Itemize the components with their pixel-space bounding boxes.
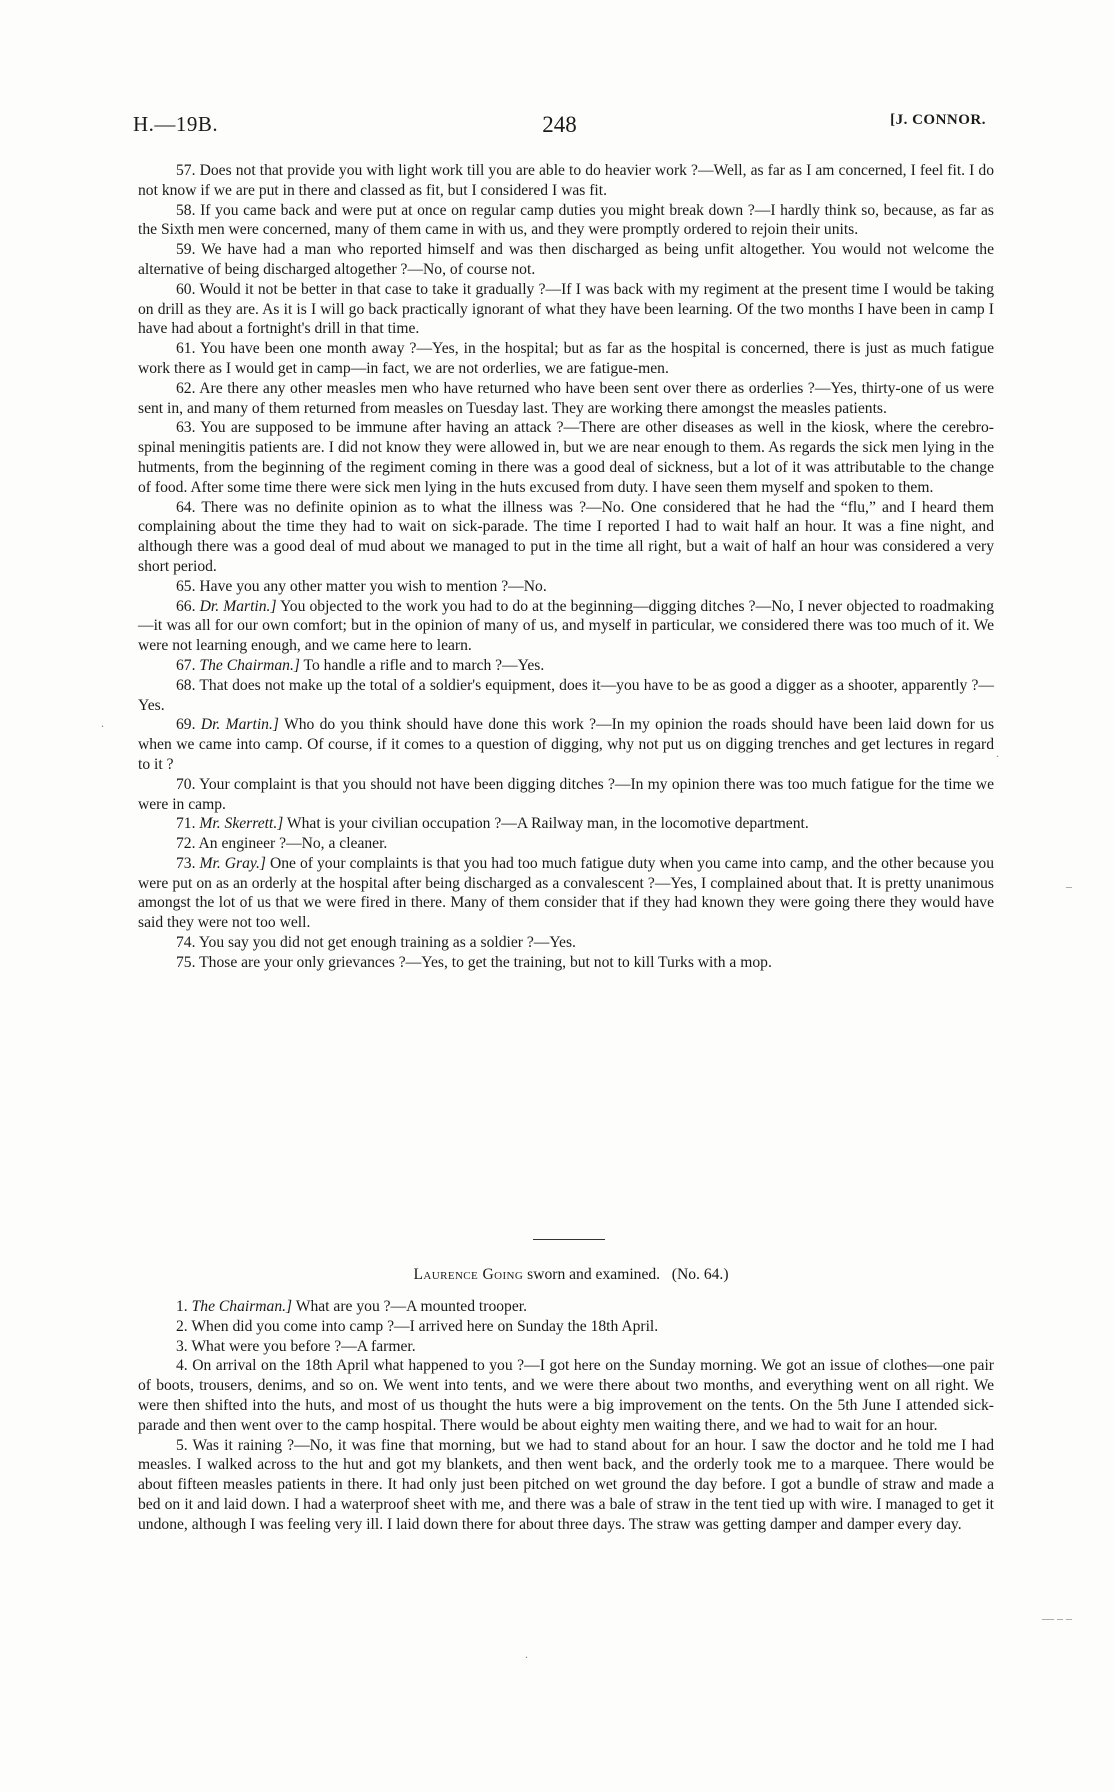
testimony-paragraph — [138, 676, 994, 716]
testimony-paragraph — [138, 775, 994, 815]
question-number: 73. — [176, 854, 196, 872]
margin-mark: . — [101, 716, 104, 730]
question-number: 67. — [176, 656, 196, 674]
testimony-paragraph — [138, 715, 994, 774]
testimony-paragraph — [138, 577, 994, 597]
testimony-paragraph — [138, 240, 994, 280]
testimony-paragraph — [138, 379, 994, 419]
margin-mark: — – – — [1042, 1611, 1072, 1625]
witness-heading — [148, 1266, 994, 1284]
margin-mark: . — [996, 746, 999, 760]
question-answer-text: Have you any other matter you wish to mention ?—No. — [199, 577, 547, 595]
testimony-paragraph — [138, 280, 994, 339]
question-answer-text: You say you did not get enough training as a soldier ?—Yes. — [198, 934, 576, 952]
question-answer-text: Would it not be better in that case to take it gradually ?—If I was back with my regiment at the present time I would be taking on drill as they are. As it is I will go back practically ignorant of what they have been learning. Of the two months I have been in camp I have had about a fortnight's drill in that time. — [138, 280, 994, 338]
question-number: 58. — [176, 201, 196, 219]
testimony-paragraph — [138, 1337, 994, 1357]
question-answer-text: You have been one month away ?—Yes, in the hospital; but as far as the hospital is concerned, there is just as much fatigue work there as I would get in camp—in fact, we are not orderlies, we are fatigue-men. — [138, 340, 994, 377]
testimony-paragraph — [138, 201, 994, 241]
section-divider — [533, 1239, 605, 1240]
question-answer-text: Who do you think should have done this work ?—In my opinion the roads should have been laid down for us when we came into camp. Of course, if it comes to a question of digging, why not put us on digging trenches and get lectures in regard to it ? — [138, 716, 995, 773]
witness-heading-sworn: sworn and examined. — [527, 1266, 661, 1283]
question-number: 69. — [176, 716, 196, 734]
testimony-paragraph — [138, 933, 994, 953]
testimony-paragraph — [138, 814, 994, 834]
speaker-label: Dr. Martin.] — [199, 597, 277, 615]
question-answer-text: What were you before ?—A farmer. — [191, 1337, 416, 1355]
question-answer-text: That does not make up the total of a soldier's equipment, does it—you have to be as good a digger as a shooter, apparently ?—Yes. — [138, 676, 994, 714]
question-number: 70. — [176, 775, 196, 793]
testimony-paragraph — [138, 854, 994, 933]
page-number: 248 — [542, 112, 577, 137]
question-answer-text: Was it raining ?—No, it was fine that morning, but we had to stand about for an hour. I saw the doctor and he told me I had measles. I walked across to the hut and got my blankets, and then went back, and the orderly took me to a marquee. There would be about fifteen measles patients in there. It had only just been pitched on wet ground the day before. I got a bundle of straw and made a bed on it and laid down. I had a waterproof sheet with me, and there was a bale of straw in the tent tied up with wire. I managed to get it undone, although I was feeling very ill. I laid down there for about three days. The straw was getting damper and damper every day. — [138, 1436, 994, 1533]
question-number: 71. — [176, 815, 196, 833]
testimony-section-going — [138, 1297, 995, 1535]
question-number: 61. — [176, 340, 196, 358]
question-number: 74. — [176, 934, 196, 952]
question-answer-text: One of your complaints is that you had too much fatigue duty when you came into camp, and the other because you were put on as an orderly at the hospital after being discharged as a convalescent ?—Yes, I complained about that. It is pretty unanimous amongst the lot of us that we were fired in there. Many of them consider that if they had known they were going there they would have said they were not too well. — [138, 854, 994, 932]
testimony-paragraph — [138, 953, 994, 973]
question-answer-text: What is your civilian occupation ?—A Railway man, in the locomotive department. — [286, 815, 809, 833]
question-answer-text: We have had a man who reported himself and was then discharged as being unfit altogether. You would not welcome the alternative of being discharged altogether ?—No, of course not. — [138, 241, 994, 278]
witness-heading-name: Laurence Going — [413, 1266, 524, 1283]
question-answer-text: Are there any other measles men who have returned who have been sent over there as orderlies ?—Yes, thirty-one of us were sent in, and many of them returned from measles on Tuesday last. They are working there amongst the measles patients. — [138, 379, 994, 417]
question-number: 62. — [176, 379, 196, 397]
document-reference: H.—19B. — [133, 112, 219, 136]
question-answer-text: What are you ?—A mounted trooper. — [295, 1298, 527, 1315]
testimony-paragraph — [138, 1356, 994, 1435]
question-answer-text: An engineer ?—No, a cleaner. — [198, 835, 388, 853]
question-answer-text: Those are your only grievances ?—Yes, to get the training, but not to kill Turks with a mop. — [199, 953, 772, 971]
question-number: 66. — [176, 597, 196, 615]
question-number: 3. — [176, 1337, 188, 1355]
question-answer-text: There was no definite opinion as to what the illness was ?—No. One considered that he had the “flu,” and I heard them complaining about the time they had to wait on sick-parade. The time I reported I had to wait half an hour. It was a fine night, and although there was a good deal of mud about we managed to put in the time all right, but a wait of half an hour was considered a very short period. — [138, 498, 994, 575]
question-number: 59. — [176, 241, 196, 259]
question-number: 63. — [176, 419, 196, 437]
testimony-paragraph — [138, 1297, 994, 1317]
question-answer-text: You objected to the work you had to do at the beginning—digging ditches ?—No, I never objected to roadmaking—it was all for our own comfort; but in the opinion of many of us, and myself in particular, we considered there was too much of it. We were not learning enough, and we came here to learn. — [138, 597, 994, 655]
testimony-paragraph — [138, 1317, 994, 1337]
testimony-paragraph — [138, 1436, 994, 1535]
testimony-paragraph — [138, 597, 994, 656]
speaker-label: Mr. Gray.] — [199, 854, 266, 872]
question-answer-text: You are supposed to be immune after having an attack ?—There are other diseases as well in the kiosk, where the cerebro-spinal meningitis patients are. I did not know they were allowed in, but we are near enough to them. As regards the sick men lying in the hutments, from the beginning of the regiment coming in there was a good deal of sickness, but a lot of it was attributable to the change of food. After some time there were sick men lying in the huts excused from duty. I have seen them myself and spoken to them. — [138, 419, 994, 496]
page-header — [133, 112, 986, 146]
question-number: 65. — [176, 577, 196, 595]
speaker-label: Mr. Skerrett.] — [199, 815, 284, 833]
question-number: 75. — [176, 953, 196, 971]
speaker-label: Dr. Martin.] — [200, 716, 279, 734]
testimony-paragraph — [138, 339, 994, 379]
testimony-paragraph — [138, 161, 994, 201]
question-number: 64. — [176, 498, 196, 516]
witness-heading-number: (No. 64.) — [671, 1266, 729, 1283]
question-number: 1. — [176, 1298, 188, 1315]
speaker-label: The Chairman.] — [191, 1298, 293, 1315]
testimony-section-connor — [138, 161, 995, 973]
question-answer-text: If you came back and were put at once on regular camp duties you might break down ?—I hardly think so, because, as far as the Sixth men were concerned, many of them came in with us, and they were promptly ordered to rejoin their units. — [138, 201, 994, 239]
question-number: 2. — [176, 1317, 188, 1335]
witness-name: [J. CONNOR. — [890, 112, 986, 128]
testimony-paragraph — [138, 498, 994, 577]
testimony-paragraph — [138, 834, 994, 854]
margin-mark: . — [525, 1647, 528, 1661]
question-answer-text: When did you come into camp ?—I arrived here on Sunday the 18th April. — [191, 1317, 659, 1335]
question-number: 68. — [176, 676, 196, 694]
speaker-label: The Chairman.] — [199, 656, 300, 674]
question-number: 60. — [176, 280, 196, 298]
question-number: 5. — [176, 1436, 188, 1454]
question-answer-text: On arrival on the 18th April what happened to you ?—I got here on the Sunday morning. We got an issue of clothes—one pair of boots, trousers, denims, and so on. We went into tents, and we were there about two months, and everything went on all right. We were then shifted into the huts, and most of us thought the huts were a big improvement on the tents. On the 5th June I attended sick-parade and then went over to the camp hospital. There would be about eighty men waiting there, and we had to wait for an hour. — [138, 1357, 995, 1434]
question-answer-text: Does not that provide you with light work till you are able to do heavier work ?—Well, as far as I am concerned, I feel fit. I do not know if we are put in there and classed as fit, but I considered I was fit. — [138, 162, 994, 199]
testimony-paragraph — [138, 656, 994, 676]
question-answer-text: Your complaint is that you should not have been digging ditches ?—In my opinion there was too much fatigue for the time we were in camp. — [138, 775, 994, 813]
testimony-paragraph — [138, 418, 994, 497]
question-number: 72. — [176, 835, 196, 853]
question-number: 57. — [176, 162, 196, 179]
question-answer-text: To handle a rifle and to march ?—Yes. — [303, 656, 545, 674]
question-number: 4. — [176, 1357, 188, 1375]
margin-mark: – — [1066, 879, 1072, 893]
